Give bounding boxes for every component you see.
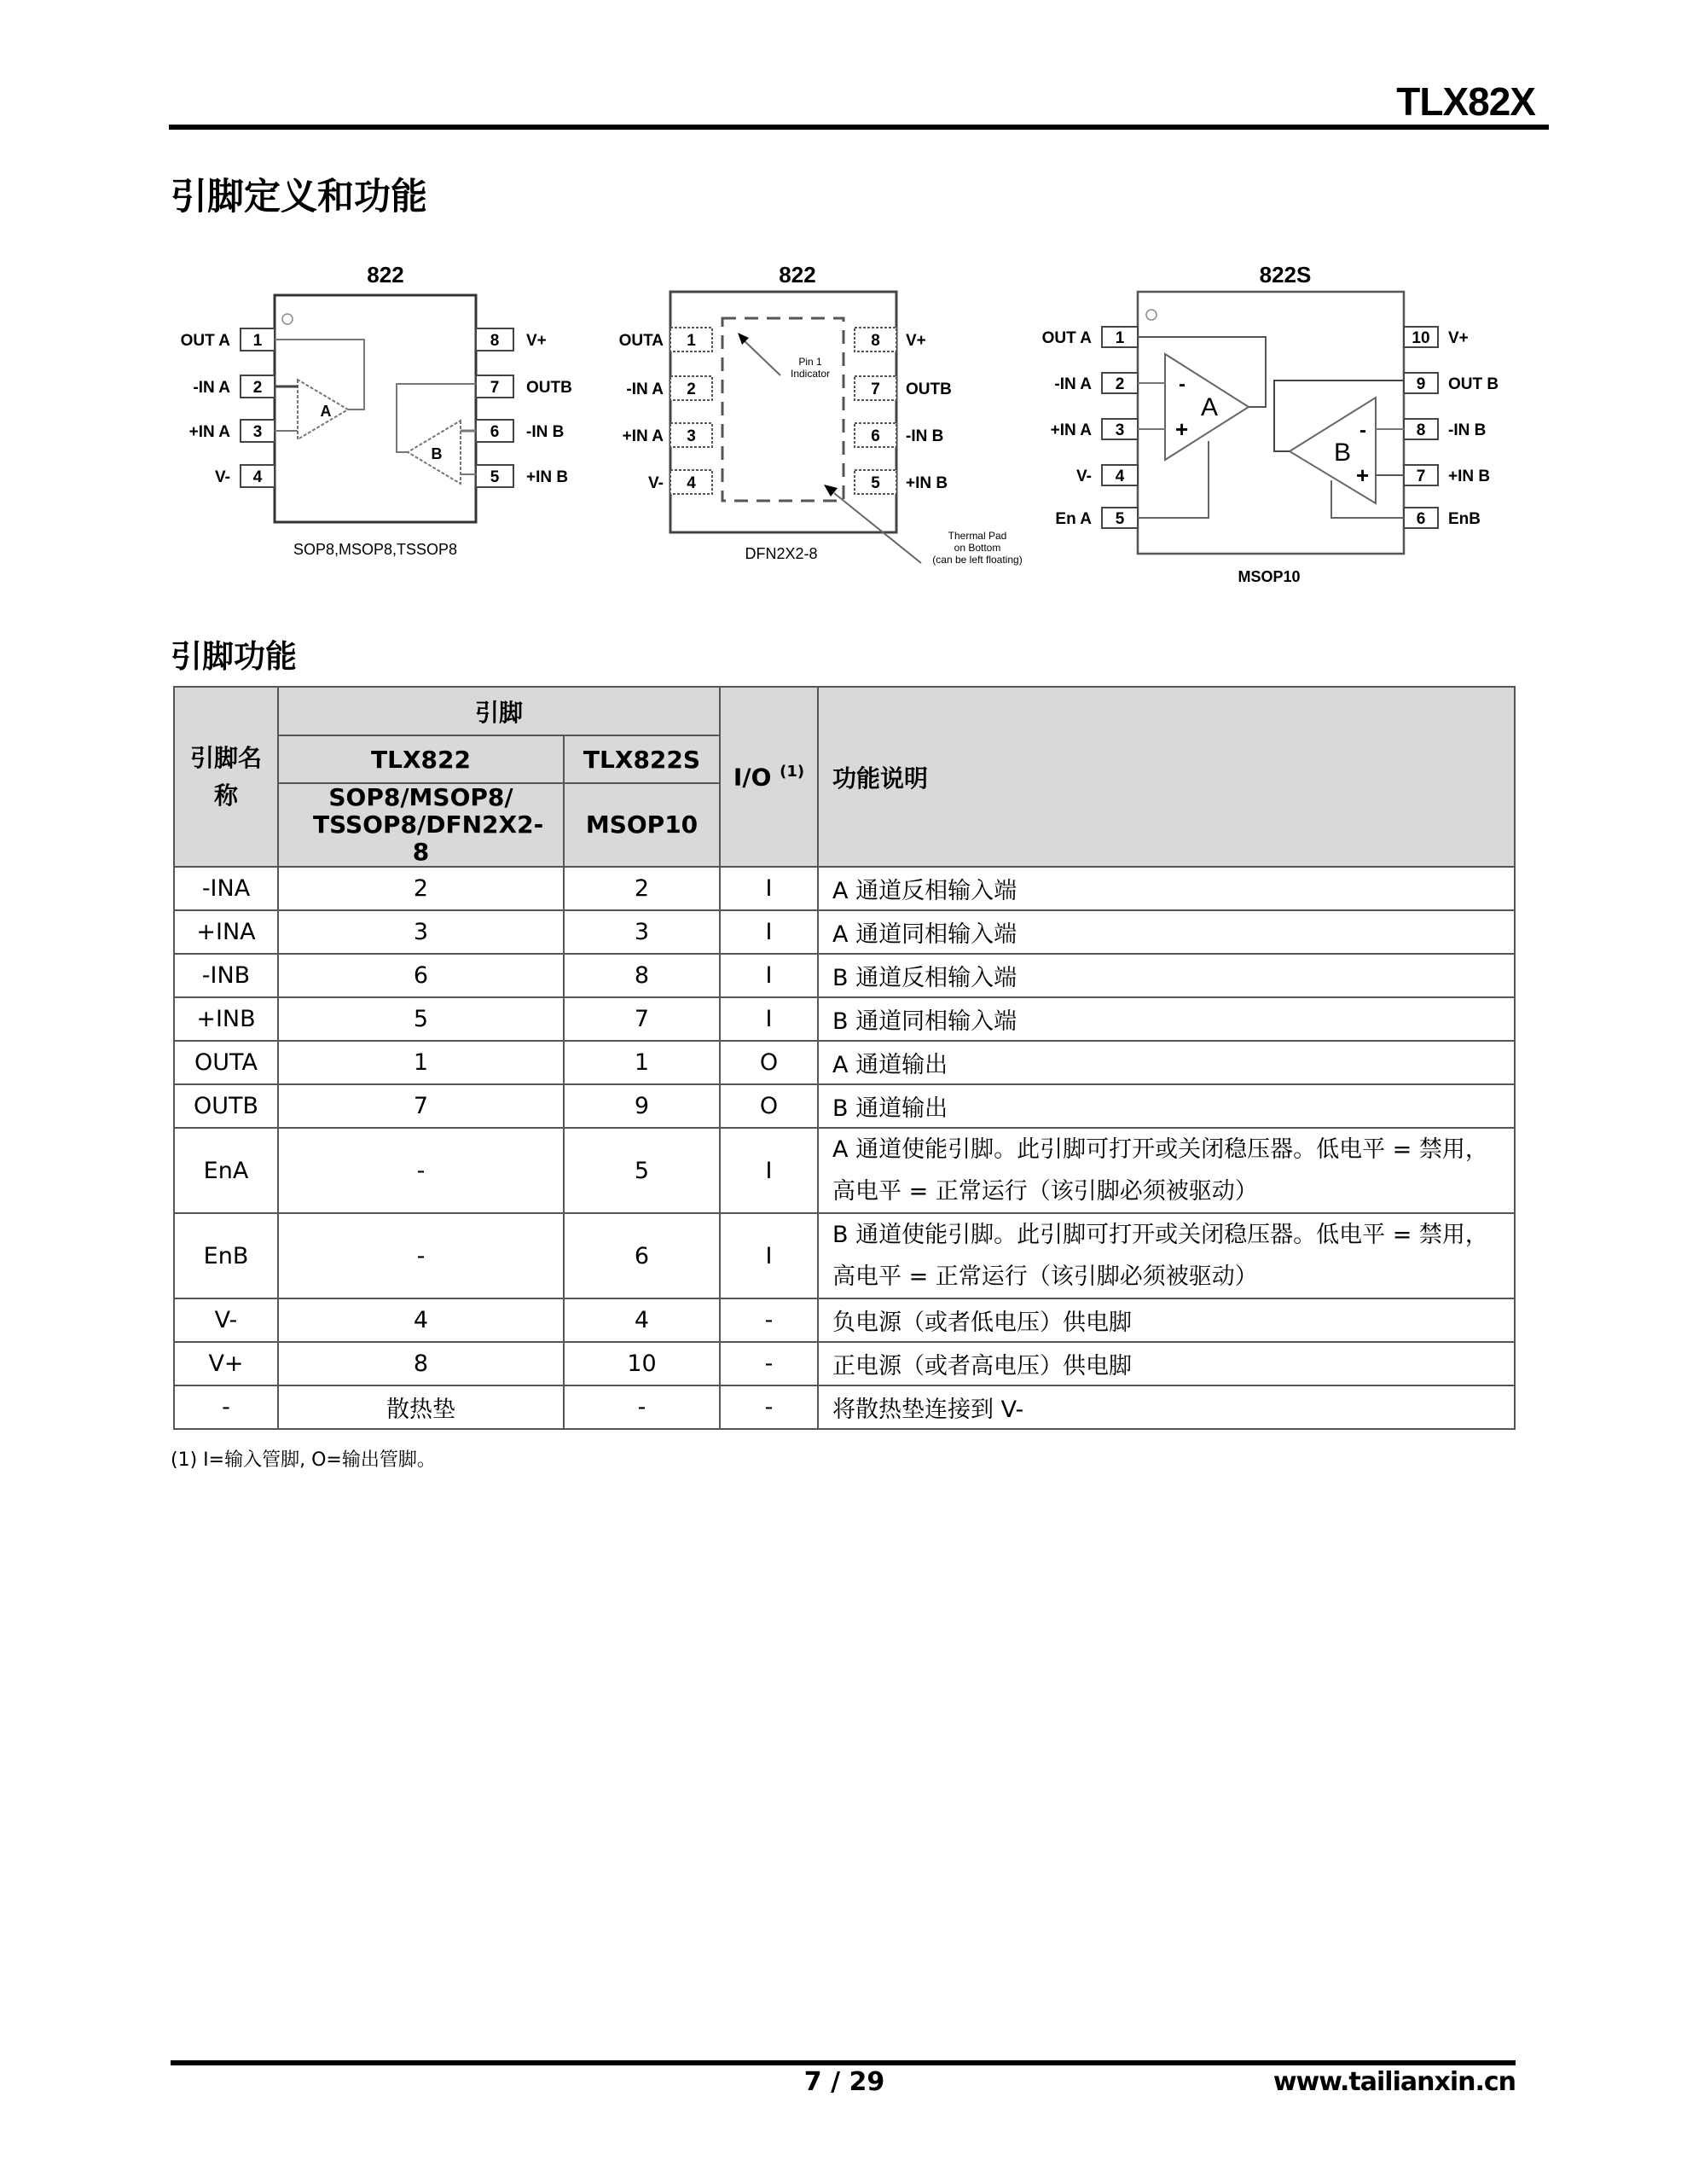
cell-function: A 通道输出 — [818, 1041, 1515, 1084]
table-row — [174, 1342, 1515, 1385]
pin1-note-line: Pin 1 — [798, 356, 822, 368]
pin-6 — [476, 420, 564, 442]
table-row — [174, 1213, 1515, 1298]
cell-pin-tlx822: 5 — [278, 997, 564, 1041]
cell-io: I — [720, 1213, 818, 1298]
pin-label: V- — [648, 474, 664, 492]
pin-number: 3 — [252, 423, 263, 441]
cell-pin-name: +INB — [174, 997, 278, 1041]
table-row — [174, 910, 1515, 954]
cell-pin-tlx822s: 10 — [564, 1342, 720, 1385]
pin-label: V- — [215, 468, 230, 486]
table-row — [174, 1128, 1515, 1213]
opamp-b-label: B — [1333, 439, 1352, 467]
cell-pin-tlx822s: 4 — [564, 1298, 720, 1342]
header-tlx822: TLX822 — [278, 735, 564, 783]
pin-label: +IN A — [188, 423, 230, 441]
pin-number: 8 — [490, 332, 500, 350]
cell-io: - — [720, 1342, 818, 1385]
pin-5 — [1055, 508, 1138, 528]
thermal-note-line: (can be left floating) — [932, 554, 1023, 566]
header-io — [720, 687, 818, 867]
cell-pin-tlx822s: 9 — [564, 1084, 720, 1128]
cell-io: I — [720, 1128, 818, 1213]
pin-number: 5 — [490, 468, 500, 486]
cell-function: 负电源（或者低电压）供电脚 — [818, 1298, 1515, 1342]
pin-label: EnB — [1448, 510, 1481, 528]
pin-3 — [1051, 419, 1138, 439]
footer-rule — [171, 2060, 1516, 2065]
pin-label: -IN A — [1054, 375, 1092, 393]
pin-label: -IN A — [193, 379, 230, 397]
cell-pin-tlx822s: 5 — [564, 1128, 720, 1213]
pin-number: 6 — [490, 423, 500, 441]
pin-number: 4 — [252, 468, 263, 486]
pin-label: V- — [1076, 468, 1092, 485]
thermal-note-line: Thermal Pad — [948, 530, 1007, 542]
pin-7 — [476, 375, 572, 398]
opamp-a-plus: + — [1175, 416, 1189, 442]
pin-number: 2 — [687, 380, 696, 398]
pin-label: +IN B — [906, 474, 948, 492]
pin-number: 7 — [490, 379, 500, 397]
header-io-note: (1) — [780, 762, 805, 781]
cell-pin-tlx822s: 8 — [564, 954, 720, 997]
section-title: 引脚定义和功能 — [171, 176, 427, 218]
cell-pin-tlx822s: 2 — [564, 867, 720, 910]
cell-io: - — [720, 1298, 818, 1342]
pin-number: 1 — [687, 332, 696, 350]
header-pin: 引脚 — [278, 687, 720, 735]
opamp-a-label: A — [320, 403, 332, 420]
header-function: 功能说明 — [818, 687, 1515, 867]
cell-pin-name: -INB — [174, 954, 278, 997]
pin-label: +IN A — [622, 427, 664, 445]
pin-6 — [855, 423, 943, 447]
pin-number: 4 — [687, 474, 696, 492]
pin-label: OUTB — [906, 380, 952, 398]
pin-label: OUT B — [1448, 375, 1499, 393]
cell-pin-tlx822: 2 — [278, 867, 564, 910]
header-package-822s: MSOP10 — [564, 783, 720, 867]
header-tlx822s: TLX822S — [564, 735, 720, 783]
header-rule — [169, 125, 1549, 130]
diagram-title: 822S — [1259, 262, 1312, 288]
pin-label: V+ — [526, 332, 547, 350]
pin-3 — [623, 423, 712, 447]
pin-number: 2 — [252, 379, 263, 397]
cell-pin-tlx822: 7 — [278, 1084, 564, 1128]
pin-10 — [1404, 327, 1469, 347]
cell-pin-name: OUTA — [174, 1041, 278, 1084]
pin-7 — [1404, 465, 1490, 485]
cell-pin-tlx822: 8 — [278, 1342, 564, 1385]
pin-label: OUTB — [526, 379, 572, 397]
cell-pin-tlx822: - — [278, 1213, 564, 1298]
pin-7 — [855, 376, 952, 400]
diagram-caption: DFN2X2-8 — [745, 545, 818, 562]
pin-1 — [181, 328, 275, 351]
pin-label: -IN A — [626, 380, 664, 398]
cell-pin-name: V- — [174, 1298, 278, 1342]
opamp-b-minus: - — [1359, 419, 1366, 442]
table-row — [174, 1041, 1515, 1084]
table-row — [174, 997, 1515, 1041]
table-row — [174, 1084, 1515, 1128]
cell-pin-tlx822s: 3 — [564, 910, 720, 954]
table-footnote: (1) I=输入管脚, O=输出管脚。 — [171, 1449, 436, 1471]
pinout-diagrams — [0, 239, 1687, 597]
cell-function: 正电源（或者高电压）供电脚 — [818, 1342, 1515, 1385]
pin-number: 4 — [1115, 468, 1125, 485]
pin-1 — [1042, 327, 1138, 347]
header-package-822: SOP8/MSOP8/ TSSOP8/DFN2X2-8 — [278, 783, 564, 867]
cell-pin-tlx822s: 7 — [564, 997, 720, 1041]
cell-pin-tlx822s: - — [564, 1385, 720, 1429]
opamp-b-label: B — [431, 445, 443, 462]
pin-8 — [1404, 419, 1486, 439]
page-number: 7 / 29 — [803, 2067, 885, 2097]
diagram-msop10 — [1042, 262, 1499, 585]
pin-number: 3 — [687, 427, 696, 445]
cell-io: - — [720, 1385, 818, 1429]
cell-function: A 通道反相输入端 — [818, 867, 1515, 910]
table-row — [174, 1298, 1515, 1342]
cell-pin-name: OUTB — [174, 1084, 278, 1128]
pin-label: V+ — [1448, 329, 1469, 347]
cell-pin-name: V+ — [174, 1342, 278, 1385]
diagram-sop8 — [181, 262, 572, 558]
pin1-note-line: Indicator — [790, 368, 831, 380]
pin-6 — [1404, 508, 1481, 528]
pin-label: +IN B — [526, 468, 569, 486]
diagram-dfn — [619, 262, 1023, 566]
table-row — [174, 867, 1515, 910]
pin-9 — [1404, 373, 1499, 393]
pin-number: 6 — [871, 427, 880, 445]
pin-4 — [1076, 465, 1138, 485]
website-link[interactable]: www.tailianxin.cn — [1272, 2067, 1516, 2097]
cell-pin-name: EnA — [174, 1128, 278, 1213]
table-row — [174, 954, 1515, 997]
document-title: TLX82X — [1396, 79, 1535, 124]
pin-1 — [619, 328, 712, 351]
pin-label: OUT A — [180, 332, 230, 350]
pin-label: -IN B — [526, 423, 565, 441]
cell-function: B 通道同相输入端 — [818, 997, 1515, 1041]
cell-function: B 通道使能引脚。此引脚可打开或关闭稳压器。低电平 = 禁用，高电平 = 正常运行（该引脚必须被驱动） — [818, 1213, 1515, 1298]
cell-pin-tlx822: 3 — [278, 910, 564, 954]
cell-pin-tlx822: - — [278, 1128, 564, 1213]
pin-number: 5 — [1115, 510, 1125, 528]
cell-io: I — [720, 954, 818, 997]
pin-number: 6 — [1416, 510, 1426, 528]
header-pin-name: 引脚名称 — [174, 687, 278, 867]
pin-number: 1 — [1115, 329, 1125, 347]
cell-pin-name: EnB — [174, 1213, 278, 1298]
cell-io: O — [720, 1084, 818, 1128]
header-io-label: I/O — [733, 763, 772, 792]
pin-label: V+ — [906, 332, 926, 350]
opamp-b-plus: + — [1356, 462, 1370, 488]
pin-number: 8 — [1416, 421, 1426, 439]
cell-pin-tlx822: 6 — [278, 954, 564, 997]
diagram-title: 822 — [367, 262, 404, 288]
package-body — [275, 295, 476, 522]
diagram-caption: MSOP10 — [1238, 568, 1301, 585]
cell-pin-tlx822s: 1 — [564, 1041, 720, 1084]
pin-label: OUT A — [1041, 329, 1092, 347]
pin-function-table — [173, 686, 1516, 1430]
pin-number: 10 — [1412, 329, 1430, 347]
cell-io: O — [720, 1041, 818, 1084]
cell-pin-tlx822: 散热垫 — [278, 1385, 564, 1429]
cell-pin-name: -INA — [174, 867, 278, 910]
pin-number: 2 — [1115, 375, 1125, 393]
pin-number: 1 — [252, 332, 263, 350]
pin-label: OUTA — [618, 332, 664, 350]
cell-pin-name: +INA — [174, 910, 278, 954]
cell-pin-tlx822: 1 — [278, 1041, 564, 1084]
pin-function-title: 引脚功能 — [171, 638, 297, 675]
thermal-note-line: on Bottom — [954, 542, 1001, 554]
cell-function: A 通道使能引脚。此引脚可打开或关闭稳压器。低电平 = 禁用，高电平 = 正常运行（该引脚必须被驱动） — [818, 1128, 1515, 1213]
pin-number: 8 — [871, 332, 880, 350]
cell-pin-tlx822s: 6 — [564, 1213, 720, 1298]
cell-function: 将散热垫连接到 V- — [818, 1385, 1515, 1429]
cell-function: B 通道输出 — [818, 1084, 1515, 1128]
cell-io: I — [720, 910, 818, 954]
pin-5 — [855, 470, 948, 494]
cell-io: I — [720, 867, 818, 910]
pin-label: +IN B — [1448, 468, 1491, 485]
pin-8 — [476, 328, 547, 351]
pin-number: 5 — [871, 474, 880, 492]
pin-8 — [855, 328, 926, 351]
cell-function: A 通道同相输入端 — [818, 910, 1515, 954]
pin-label: -IN B — [906, 427, 944, 445]
pin-number: 7 — [1416, 468, 1426, 485]
pin-label: -IN B — [1448, 421, 1487, 439]
diagram-title: 822 — [779, 262, 816, 288]
pin-label: En A — [1055, 510, 1092, 528]
pin-label: +IN A — [1050, 421, 1092, 439]
cell-pin-name: - — [174, 1385, 278, 1429]
pin-number: 7 — [871, 380, 880, 398]
pin-3 — [189, 420, 275, 442]
cell-function: B 通道反相输入端 — [818, 954, 1515, 997]
diagram-caption: SOP8,MSOP8,TSSOP8 — [293, 541, 458, 558]
cell-pin-tlx822: 4 — [278, 1298, 564, 1342]
pin-5 — [476, 465, 568, 487]
pin-2 — [193, 375, 275, 398]
pin-4 — [648, 470, 712, 494]
cell-io: I — [720, 997, 818, 1041]
pin-4 — [215, 465, 275, 487]
pin-number: 9 — [1416, 375, 1426, 393]
opamp-a-minus: - — [1179, 373, 1186, 396]
pin-number: 3 — [1115, 421, 1125, 439]
table-row — [174, 1385, 1515, 1429]
pin-2 — [1054, 373, 1138, 393]
opamp-a-label: A — [1200, 393, 1219, 421]
